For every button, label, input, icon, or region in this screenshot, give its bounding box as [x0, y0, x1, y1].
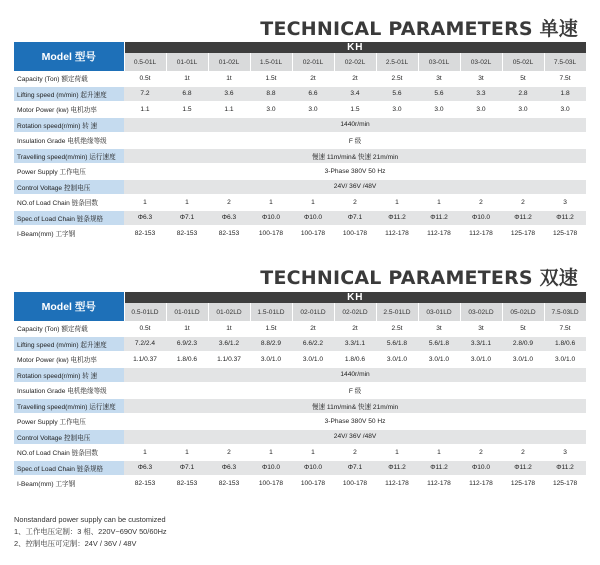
- table-row: [14, 179, 586, 195]
- cell-value: 2: [502, 195, 544, 211]
- cell-value: Φ7.1: [166, 210, 208, 226]
- table-row: [14, 195, 586, 211]
- model-name: 01-01LD: [166, 303, 208, 321]
- cell-value: 1: [376, 445, 418, 461]
- table-row: [14, 71, 586, 86]
- cell-value: 3.0/1.0: [460, 352, 502, 368]
- cell-value: 2.5t: [376, 71, 418, 86]
- cell-value: 1: [166, 445, 208, 461]
- cell-value: 2.5t: [376, 321, 418, 336]
- cell-value: 3.0/1.0: [418, 352, 460, 368]
- cell-value: 1t: [208, 71, 250, 86]
- table-row: [14, 367, 586, 383]
- cell-value: Φ10.0: [292, 210, 334, 226]
- note-line: Nonstandard power supply can be customized: [14, 515, 166, 524]
- cell-value: 3.0/1.0: [544, 352, 586, 368]
- row-label: Travelling speed(m/min) 运行速度: [14, 148, 124, 164]
- series-header: KH: [124, 292, 586, 303]
- model-name: 05-02L: [502, 53, 544, 71]
- cell-value: 3.6: [208, 86, 250, 102]
- cell-value: Φ11.2: [502, 460, 544, 476]
- cell-value: 2.8: [502, 86, 544, 102]
- model-name: 7.5-03LD: [544, 303, 586, 321]
- table-row: [14, 321, 586, 336]
- cell-value: Φ10.0: [250, 460, 292, 476]
- cell-value: 3.3/1.1: [334, 336, 376, 352]
- cell-value: Φ6.3: [124, 460, 166, 476]
- cell-value: 6.6: [292, 86, 334, 102]
- cell-value: 6.9/2.3: [166, 336, 208, 352]
- notes: [14, 514, 167, 550]
- cell-value: 3.0/1.0: [292, 352, 334, 368]
- cell-value: Φ11.2: [418, 210, 460, 226]
- page-title-dual-speed: TECHNICAL PARAMETERS 双速: [260, 267, 578, 289]
- cell-value: 2: [460, 195, 502, 211]
- row-span-value: 慢速 11m/min& 快速 21m/min: [124, 148, 586, 164]
- model-name: 01-01L: [166, 53, 208, 71]
- cell-value: 5.6: [376, 86, 418, 102]
- row-span-value: 3-Phase 380V 50 Hz: [124, 414, 586, 430]
- cell-value: 1: [124, 195, 166, 211]
- row-label: I-Beam(mm) 工字钢: [14, 226, 124, 242]
- cell-value: 1t: [208, 321, 250, 336]
- cell-value: 1t: [166, 71, 208, 86]
- cell-value: 0.5t: [124, 71, 166, 86]
- cell-value: 82-153: [124, 476, 166, 492]
- cell-value: 3.0: [418, 102, 460, 118]
- cell-value: 7.2: [124, 86, 166, 102]
- cell-value: 6.8: [166, 86, 208, 102]
- cell-value: 82-153: [124, 226, 166, 242]
- cell-value: 3.0/1.0: [250, 352, 292, 368]
- cell-value: 3: [544, 445, 586, 461]
- model-name: 7.5-03L: [544, 53, 586, 71]
- row-label: Travelling speed(m/min) 运行速度: [14, 398, 124, 414]
- cell-value: 1.8/0.6: [544, 336, 586, 352]
- cell-value: 100-178: [292, 226, 334, 242]
- model-name: 03-02L: [460, 53, 502, 71]
- cell-value: 112-178: [376, 226, 418, 242]
- table-row: [14, 336, 586, 352]
- cell-value: Φ7.1: [166, 460, 208, 476]
- table-row: [14, 414, 586, 430]
- row-span-value: F 级: [124, 133, 586, 149]
- model-name: 02-01LD: [292, 303, 334, 321]
- cell-value: 112-178: [376, 476, 418, 492]
- cell-value: 125-178: [502, 476, 544, 492]
- row-label: Capacity (Ton) 额定荷载: [14, 321, 124, 336]
- cell-value: Φ7.1: [334, 460, 376, 476]
- page-title-single-speed: TECHNICAL PARAMETERS 单速: [260, 18, 578, 40]
- cell-value: 1.5t: [250, 71, 292, 86]
- row-label: Control Voltage 控制电压: [14, 429, 124, 445]
- cell-value: 5t: [502, 71, 544, 86]
- table-row: [14, 383, 586, 399]
- cell-value: 1: [250, 445, 292, 461]
- row-label: I-Beam(mm) 工字钢: [14, 476, 124, 492]
- cell-value: 2t: [292, 71, 334, 86]
- row-span-value: 1440r/min: [124, 367, 586, 383]
- cell-value: 112-178: [460, 476, 502, 492]
- cell-value: 1t: [166, 321, 208, 336]
- cell-value: 2: [334, 445, 376, 461]
- row-span-value: F 级: [124, 383, 586, 399]
- cell-value: 3.0: [502, 102, 544, 118]
- cell-value: 125-178: [502, 226, 544, 242]
- cell-value: 2: [208, 195, 250, 211]
- row-label: Insulation Grade 电机绝缘等级: [14, 133, 124, 149]
- cell-value: 8.8/2.9: [250, 336, 292, 352]
- cell-value: Φ10.0: [292, 460, 334, 476]
- cell-value: 7.5t: [544, 321, 586, 336]
- cell-value: Φ6.3: [208, 460, 250, 476]
- row-label: Spec.of Load Chain 链条规格: [14, 210, 124, 226]
- row-label: Rotation speed(r/min) 转 速: [14, 367, 124, 383]
- cell-value: Φ11.2: [544, 210, 586, 226]
- model-name: 1.5-01LD: [250, 303, 292, 321]
- cell-value: 82-153: [208, 226, 250, 242]
- model-header: Model 型号: [14, 292, 124, 321]
- row-label: Power Supply 工作电压: [14, 164, 124, 180]
- row-span-value: 3-Phase 380V 50 Hz: [124, 164, 586, 180]
- cell-value: Φ11.2: [418, 460, 460, 476]
- row-label: Lifting speed (m/min) 起升速度: [14, 336, 124, 352]
- cell-value: 1.1/0.37: [124, 352, 166, 368]
- cell-value: 125-178: [544, 226, 586, 242]
- cell-value: 1.8: [544, 86, 586, 102]
- cell-value: 3.6/1.2: [208, 336, 250, 352]
- model-name: 2.5-01LD: [376, 303, 418, 321]
- row-span-value: 24V/ 36V /48V: [124, 179, 586, 195]
- cell-value: 3.0/1.0: [502, 352, 544, 368]
- model-name: 03-01LD: [418, 303, 460, 321]
- cell-value: 5.6/1.8: [418, 336, 460, 352]
- cell-value: 3.0: [250, 102, 292, 118]
- cell-value: 1: [166, 195, 208, 211]
- model-name: 05-02LD: [502, 303, 544, 321]
- cell-value: 2: [334, 195, 376, 211]
- cell-value: 1.5t: [250, 321, 292, 336]
- cell-value: Φ11.2: [376, 210, 418, 226]
- cell-value: 100-178: [334, 476, 376, 492]
- table-row: [14, 148, 586, 164]
- cell-value: 1: [124, 445, 166, 461]
- cell-value: 3.0: [460, 102, 502, 118]
- cell-value: Φ11.2: [544, 460, 586, 476]
- row-label: Power Supply 工作电压: [14, 414, 124, 430]
- cell-value: 2: [460, 445, 502, 461]
- cell-value: Φ11.2: [502, 210, 544, 226]
- model-name: 03-01L: [418, 53, 460, 71]
- cell-value: 1.8/0.6: [166, 352, 208, 368]
- cell-value: 1: [418, 445, 460, 461]
- cell-value: 3.4: [334, 86, 376, 102]
- cell-value: Φ11.2: [376, 460, 418, 476]
- table-row: [14, 429, 586, 445]
- cell-value: 82-153: [208, 476, 250, 492]
- cell-value: 82-153: [166, 226, 208, 242]
- cell-value: 3t: [460, 71, 502, 86]
- cell-value: 7.5t: [544, 71, 586, 86]
- table-row: [14, 476, 586, 492]
- cell-value: Φ6.3: [124, 210, 166, 226]
- row-label: Lifting speed (m/min) 起升速度: [14, 86, 124, 102]
- model-name: 2.5-01L: [376, 53, 418, 71]
- cell-value: 112-178: [418, 476, 460, 492]
- cell-value: 1: [376, 195, 418, 211]
- cell-value: 2t: [334, 71, 376, 86]
- cell-value: 100-178: [250, 226, 292, 242]
- cell-value: 1.5: [334, 102, 376, 118]
- table-row: [14, 117, 586, 133]
- cell-value: 2: [208, 445, 250, 461]
- table-row: [14, 445, 586, 461]
- params-table-single-speed: [14, 42, 587, 242]
- model-name: 02-01L: [292, 53, 334, 71]
- cell-value: 100-178: [292, 476, 334, 492]
- cell-value: Φ10.0: [460, 460, 502, 476]
- cell-value: 112-178: [460, 226, 502, 242]
- cell-value: 1: [250, 195, 292, 211]
- cell-value: 1.1: [124, 102, 166, 118]
- table-row: [14, 164, 586, 180]
- cell-value: 1: [418, 195, 460, 211]
- row-label: Spec.of Load Chain 链条规格: [14, 460, 124, 476]
- cell-value: 1.5: [166, 102, 208, 118]
- model-header: Model 型号: [14, 42, 124, 71]
- model-name: 0.5-01LD: [124, 303, 166, 321]
- row-label: Control Voltage 控制电压: [14, 179, 124, 195]
- cell-value: 7.2/2.4: [124, 336, 166, 352]
- cell-value: 1: [292, 195, 334, 211]
- cell-value: 1.1: [208, 102, 250, 118]
- cell-value: 1.8/0.6: [334, 352, 376, 368]
- cell-value: 2: [502, 445, 544, 461]
- cell-value: 3: [544, 195, 586, 211]
- cell-value: 8.8: [250, 86, 292, 102]
- cell-value: 6.6/2.2: [292, 336, 334, 352]
- row-label: NO.of Load Chain 链条回数: [14, 195, 124, 211]
- row-span-value: 慢速 11m/min& 快速 21m/min: [124, 398, 586, 414]
- cell-value: 125-178: [544, 476, 586, 492]
- cell-value: Φ10.0: [250, 210, 292, 226]
- cell-value: 2t: [292, 321, 334, 336]
- cell-value: 1.1/0.37: [208, 352, 250, 368]
- model-name: 02-02LD: [334, 303, 376, 321]
- row-label: Motor Power (kw) 电机功率: [14, 102, 124, 118]
- cell-value: 3t: [460, 321, 502, 336]
- note-line: 2、控制电压可定制：24V / 36V / 48V: [14, 539, 137, 548]
- cell-value: 3.0: [292, 102, 334, 118]
- cell-value: 100-178: [250, 476, 292, 492]
- cell-value: 3.3/1.1: [460, 336, 502, 352]
- cell-value: 3.3: [460, 86, 502, 102]
- cell-value: Φ7.1: [334, 210, 376, 226]
- cell-value: 0.5t: [124, 321, 166, 336]
- model-name: 01-02L: [208, 53, 250, 71]
- table-row: [14, 398, 586, 414]
- table-row: [14, 352, 586, 368]
- model-name: 0.5-01L: [124, 53, 166, 71]
- table-row: [14, 460, 586, 476]
- model-name: 02-02L: [334, 53, 376, 71]
- table-row: [14, 133, 586, 149]
- cell-value: 2t: [334, 321, 376, 336]
- cell-value: 3t: [418, 321, 460, 336]
- cell-value: Φ10.0: [460, 210, 502, 226]
- cell-value: 5.6/1.8: [376, 336, 418, 352]
- model-name: 1.5-01L: [250, 53, 292, 71]
- table-row: [14, 226, 586, 242]
- cell-value: 82-153: [166, 476, 208, 492]
- cell-value: 112-178: [418, 226, 460, 242]
- cell-value: 3.0: [544, 102, 586, 118]
- model-name: 03-02LD: [460, 303, 502, 321]
- cell-value: 1: [292, 445, 334, 461]
- cell-value: 5.6: [418, 86, 460, 102]
- row-label: Motor Power (kw) 电机功率: [14, 352, 124, 368]
- cell-value: Φ6.3: [208, 210, 250, 226]
- series-header: KH: [124, 42, 586, 53]
- row-label: Capacity (Ton) 额定荷载: [14, 71, 124, 86]
- note-line: 1、工作电压定制：3 相、220V~690V 50/60Hz: [14, 527, 167, 536]
- params-table-dual-speed: [14, 292, 587, 492]
- cell-value: 3t: [418, 71, 460, 86]
- cell-value: 2.8/0.9: [502, 336, 544, 352]
- row-span-value: 1440r/min: [124, 117, 586, 133]
- cell-value: 100-178: [334, 226, 376, 242]
- row-span-value: 24V/ 36V /48V: [124, 429, 586, 445]
- table-row: [14, 102, 586, 118]
- cell-value: 3.0/1.0: [376, 352, 418, 368]
- row-label: Insulation Grade 电机绝缘等级: [14, 383, 124, 399]
- row-label: Rotation speed(r/min) 转 速: [14, 117, 124, 133]
- cell-value: 5t: [502, 321, 544, 336]
- model-name: 01-02LD: [208, 303, 250, 321]
- cell-value: 3.0: [376, 102, 418, 118]
- row-label: NO.of Load Chain 链条回数: [14, 445, 124, 461]
- table-row: [14, 86, 586, 102]
- table-row: [14, 210, 586, 226]
